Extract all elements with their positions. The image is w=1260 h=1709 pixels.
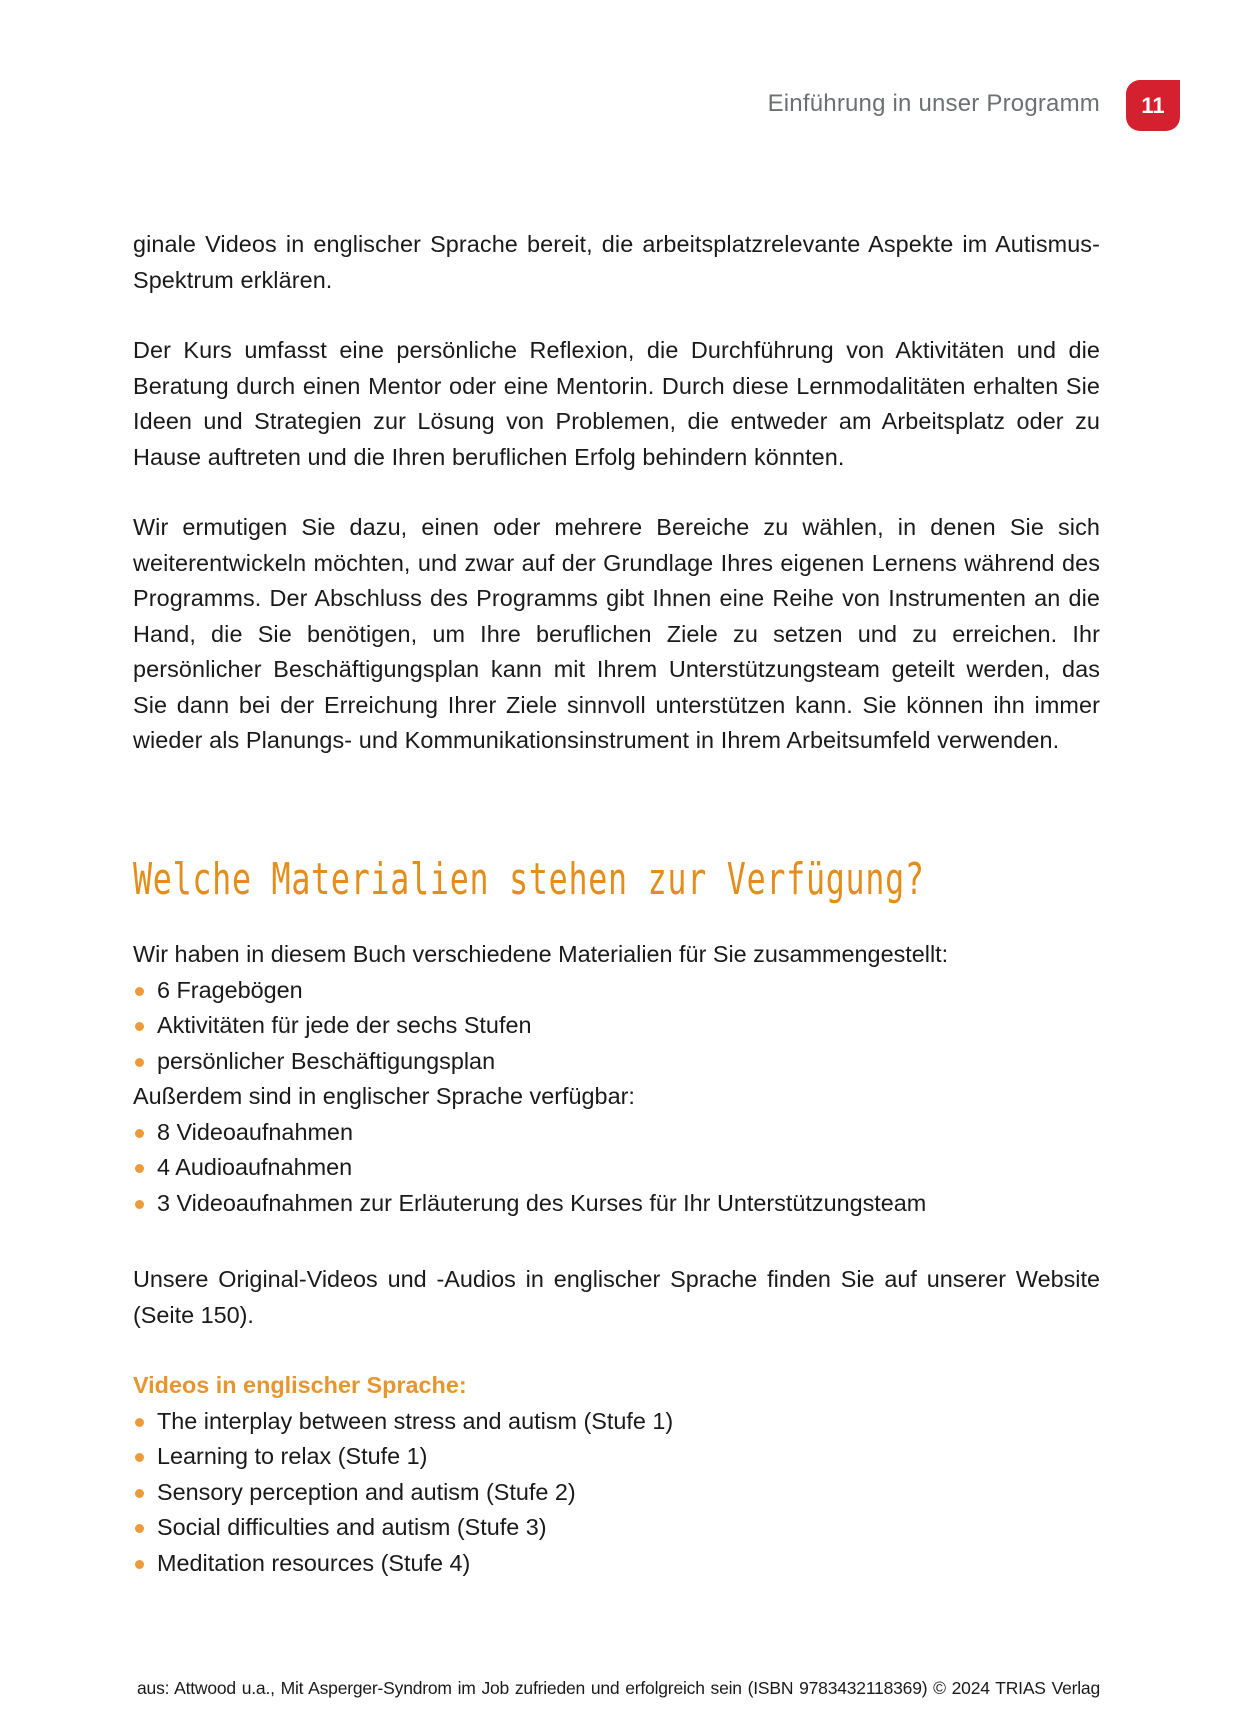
bullet-icon [135,1418,144,1427]
list-item [133,1008,1100,1044]
paragraph-videos-intro: ginale Videos in englischer Sprache bereit, die arbeitsplatzrelevante Aspekte im Autismus-Spektrum erklären. [133,231,1100,293]
page-number-badge [1126,80,1180,131]
bullet-icon [135,1524,144,1533]
list-item-text: Sensory perception and autism (Stufe 2) [157,1478,576,1505]
videos-list [133,1404,1100,1582]
paragraph-encouragement: Wir ermutigen Sie dazu, einen oder mehrere Bereiche zu wählen, in denen Sie sich weiterentwickeln möchten, und zwar auf der Grundlage Ihres eigenen Lernens während des Programms. Der Abschluss des Programms gibt Ihnen eine Reihe von Instrumenten an die Hand, die Sie benötigen, um Ihre beruflichen Ziele zu setzen und zu erreichen. Ihr persönlicher Beschäftigungsplan kann mit Ihrem Unterstützungsteam geteilt werden, das Sie dann bei der Erreichung Ihrer Ziele sinnvoll unterstützen kann. Sie können ihn immer wieder als Planungs- und Kommunikationsinstrument in Ihrem Arbeitsumfeld verwenden. [133,514,1100,753]
list-item-text: 4 Audioaufnahmen [157,1154,353,1180]
bullet-icon [135,1058,144,1067]
bullet-icon [135,1164,144,1173]
page-number: 11 [1141,92,1165,118]
list-item-text: 8 Videoaufnahmen [157,1118,353,1145]
list-item-text: 6 Fragebögen [157,976,303,1003]
list-item [133,973,1100,1009]
videos-block [133,1368,1100,1581]
list-item [133,1475,1100,1511]
list-item [133,1546,1100,1582]
list-item [133,1510,1100,1546]
book-materials-intro: Wir haben in diesem Buch verschiedene Materialien für Sie zusammengestellt: [133,941,949,967]
english-materials-intro: Außerdem sind in englischer Sprache verfügbar: [133,1083,635,1109]
list-item-text: Aktivitäten für jede der sechs Stufen [157,1012,532,1038]
videos-subheading: Videos in englischer Sprache: [133,1372,467,1398]
list-item [133,1044,1100,1080]
paragraph-course-description: Der Kurs umfasst eine persönliche Reflexion, die Durchführung von Aktivitäten und die Beratung durch einen Mentor oder eine Mentorin. Durch diese Lernmodalitäten erhalten Sie Ideen und Strategien zur Lösung von Problemen, die entweder am Arbeitsplatz oder zu Hause auftreten und die Ihren beruflichen Erfolg behindern könnten. [133,337,1100,470]
bullet-icon [135,987,144,996]
list-item [133,1186,1100,1222]
list-item-text: Social difficulties and autism (Stufe 3) [157,1514,547,1540]
website-note: Unsere Original-Videos und -Audios in englischer Sprache finden Sie auf unserer Website (Seite 150). [133,1266,1100,1328]
list-item [133,1150,1100,1186]
footer-citation: aus: Attwood u.a., Mit Asperger-Syndrom im Job zufrieden und erfolgreich sein (ISBN 9783432118369) © 2024 TRIAS Verlag [137,1678,1100,1698]
list-item-text: Learning to relax (Stufe 1) [157,1443,428,1469]
list-item-text: persönlicher Beschäftigungsplan [157,1047,496,1074]
list-item-text: Meditation resources (Stufe 4) [157,1549,471,1576]
materials-block [133,937,1100,1221]
section-heading: Welche Materialien stehen zur Verfügung? [133,854,925,905]
bullet-icon [135,1560,144,1569]
bullet-icon [135,1200,144,1209]
list-item-text: The interplay between stress and autism (Stufe 1) [157,1407,674,1434]
list-item [133,1404,1100,1440]
bullet-icon [135,1453,144,1462]
english-materials-list [133,1115,1100,1222]
bullet-icon [135,1489,144,1498]
list-item [133,1439,1100,1475]
book-materials-list [133,973,1100,1080]
bullet-icon [135,1022,144,1031]
list-item [133,1115,1100,1151]
running-head-title: Einführung in unser Programm [767,90,1100,117]
bullet-icon [135,1129,144,1138]
list-item-text: 3 Videoaufnahmen zur Erläuterung des Kurses für Ihr Unterstützungsteam [157,1189,927,1216]
